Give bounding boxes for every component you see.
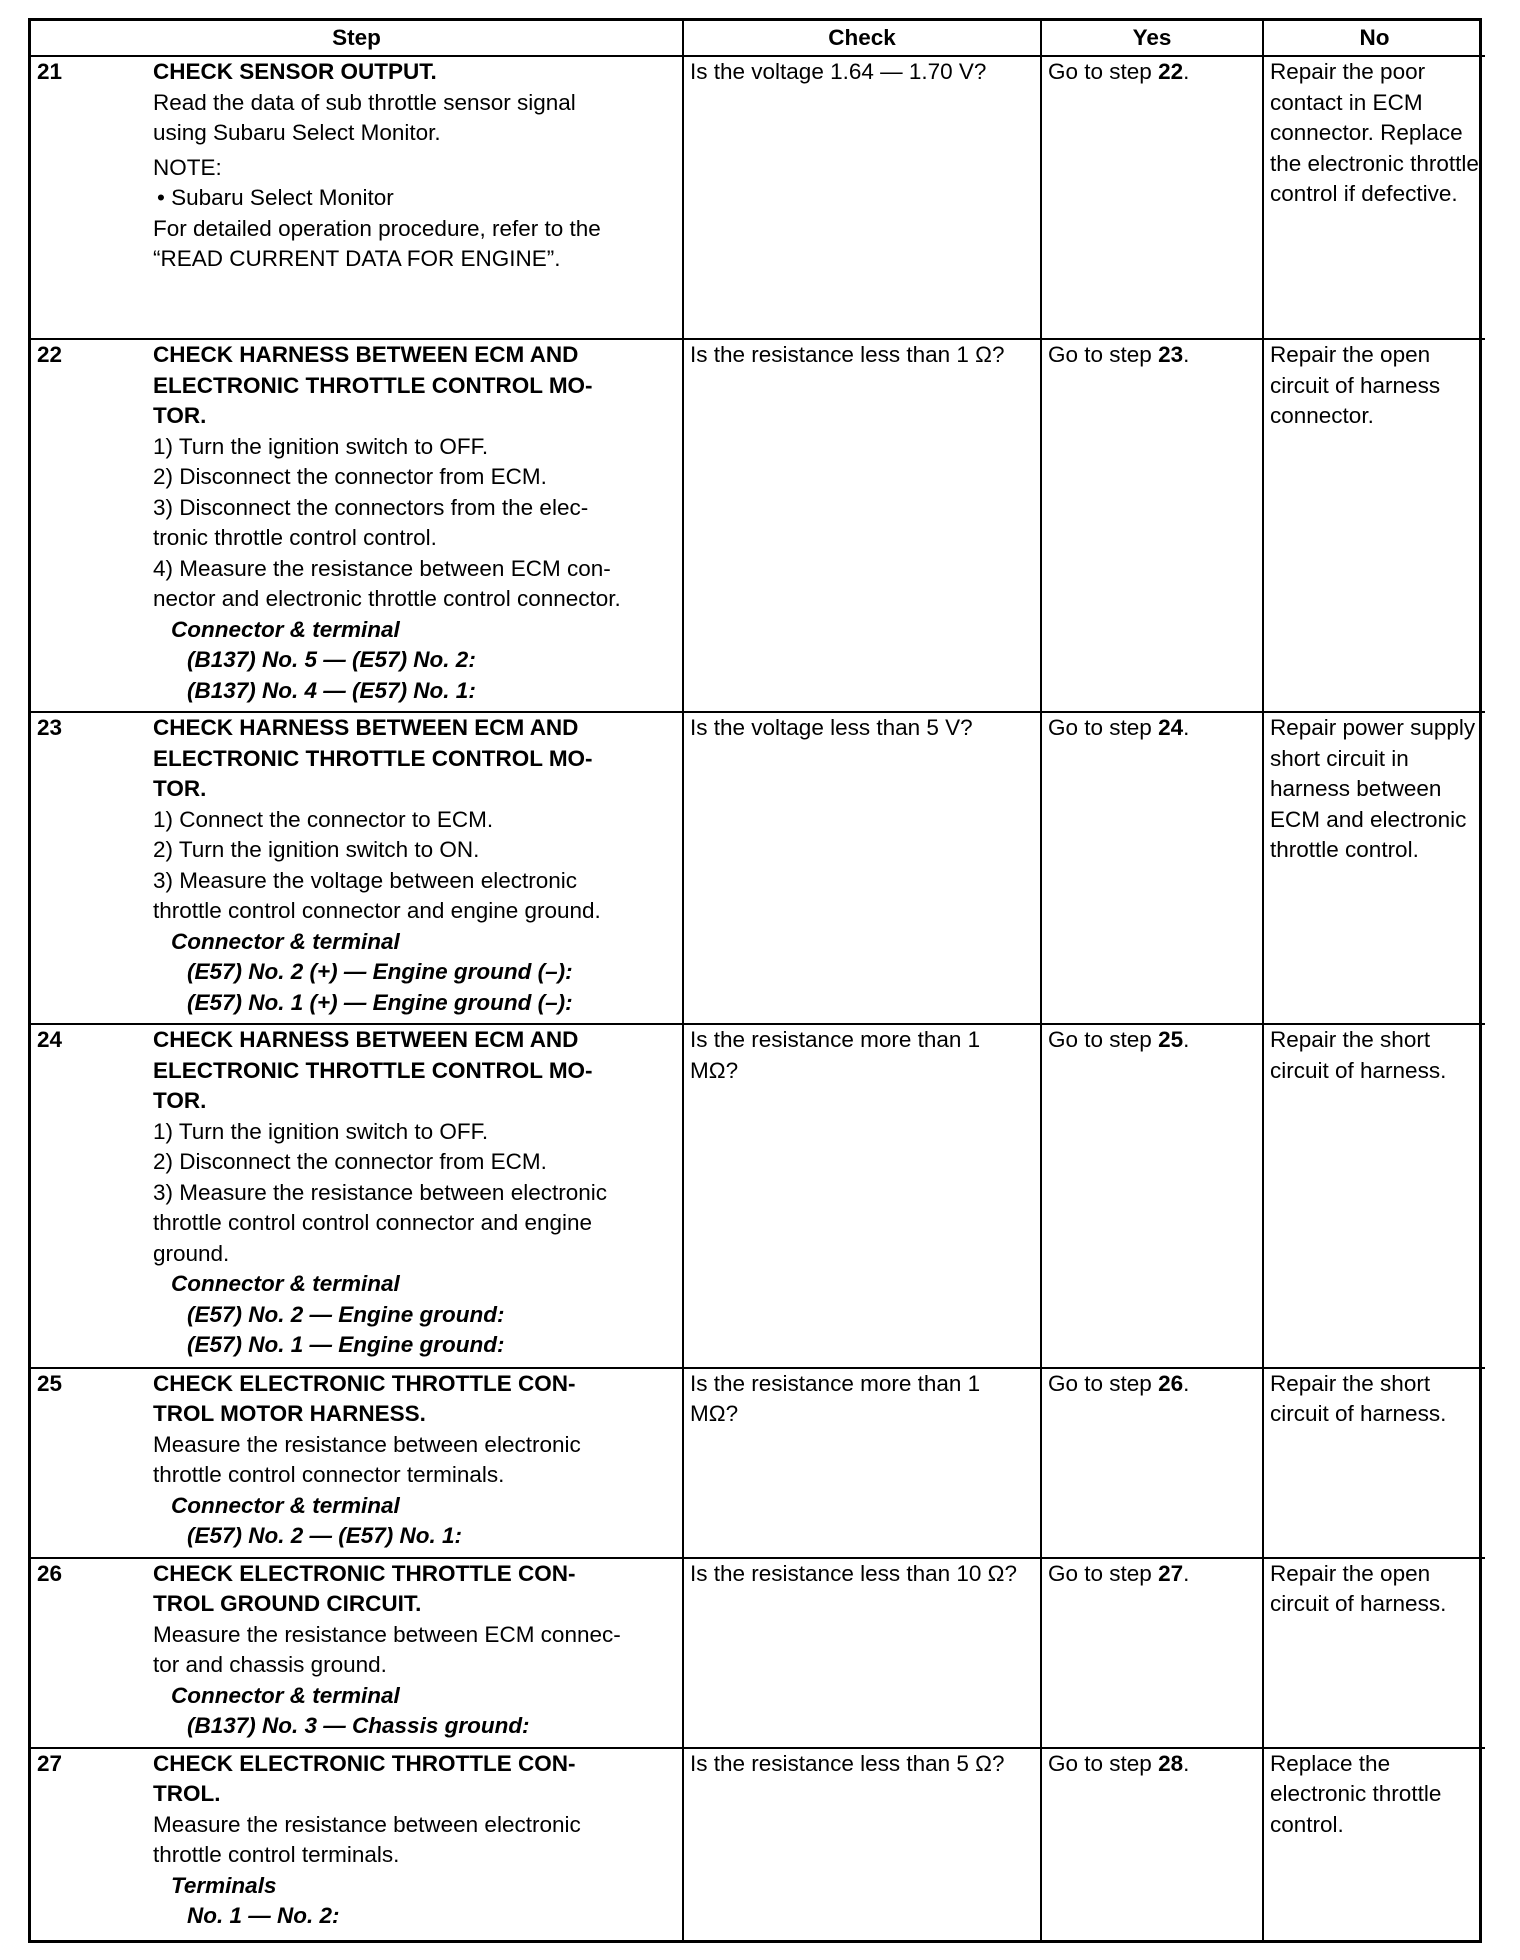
connector-terminal-label: Connector & terminal	[171, 928, 400, 954]
table-row	[31, 1368, 1485, 1558]
check-cell	[683, 56, 1041, 339]
step-instruction-line: throttle control connector and engine ground.	[153, 898, 601, 924]
step-title-line: ELECTRONIC THROTTLE CONTROL MO-	[153, 1057, 593, 1083]
check-cell	[683, 1368, 1041, 1558]
step-title-line: CHECK ELECTRONIC THROTTLE CON-	[153, 1560, 576, 1586]
yes-step-link[interactable]: 27	[1158, 1560, 1184, 1586]
yes-step-link[interactable]: 25	[1158, 1027, 1184, 1053]
step-description	[153, 1025, 676, 1361]
no-cell	[1263, 56, 1485, 339]
yes-step-link[interactable]: 28	[1158, 1750, 1184, 1776]
step-instruction-line: ground.	[153, 1240, 230, 1266]
no-cell	[1263, 1024, 1485, 1367]
step-title-line: CHECK ELECTRONIC THROTTLE CON-	[153, 1750, 576, 1776]
step-number: 21	[37, 59, 63, 84]
terminal-spec: (E57) No. 1 (+) — Engine ground (–):	[187, 989, 573, 1015]
step-instruction-line: 3) Measure the voltage between electronic	[153, 867, 577, 893]
step-instruction-line: tor and chassis ground.	[153, 1652, 387, 1678]
table-row	[31, 56, 1485, 339]
table-body	[31, 56, 1485, 1940]
check-cell	[683, 339, 1041, 712]
step-instruction-line: 1) Turn the ignition switch to OFF.	[153, 433, 489, 459]
step-number: 25	[37, 1370, 63, 1396]
step-instruction-line: “READ CURRENT DATA FOR ENGINE”.	[153, 246, 561, 271]
header-row	[31, 21, 1485, 56]
step-instruction-line: 3) Measure the resistance between electronic	[153, 1179, 607, 1205]
step-cell	[31, 339, 683, 712]
step-number: 27	[37, 1750, 63, 1776]
step-number: 26	[37, 1560, 63, 1586]
step-instruction-line: throttle control terminals.	[153, 1842, 400, 1868]
step-number: 24	[37, 1027, 63, 1053]
step-instruction-line: 2) Turn the ignition switch to ON.	[153, 837, 480, 863]
no-action-text: Repair the open circuit of harness.	[1270, 1560, 1447, 1617]
check-question: Is the voltage less than 5 V?	[690, 715, 973, 741]
step-instruction-line: tronic throttle control control.	[153, 525, 437, 551]
step-cell	[31, 56, 683, 339]
step-cell	[31, 1748, 683, 1940]
yes-action-text: Go to step	[1048, 1370, 1159, 1396]
step-instruction-line: 4) Measure the resistance between ECM con-	[153, 555, 611, 581]
terminal-spec: (B137) No. 4 — (E57) No. 1:	[187, 677, 476, 703]
no-cell	[1263, 1748, 1485, 1940]
yes-cell: Go to step 26.	[1041, 1368, 1263, 1558]
step-title-line: ELECTRONIC THROTTLE CONTROL MO-	[153, 745, 593, 771]
yes-action-text: Go to step	[1048, 59, 1159, 84]
terminal-spec: (B137) No. 3 — Chassis ground:	[187, 1713, 530, 1739]
step-title-line: CHECK HARNESS BETWEEN ECM AND	[153, 342, 579, 368]
check-question: Is the resistance more than 1 MΩ?	[690, 1370, 981, 1427]
check-cell	[683, 1024, 1041, 1367]
step-instruction-line: throttle control control connector and engine	[153, 1210, 593, 1236]
no-cell	[1263, 1558, 1485, 1748]
diagnostic-table	[31, 21, 1485, 1940]
table-row	[31, 1748, 1485, 1940]
diagnostic-table-frame	[28, 18, 1482, 1943]
step-description	[153, 713, 676, 1018]
yes-action-text: Go to step	[1048, 342, 1159, 368]
step-description	[153, 1369, 676, 1552]
yes-cell: Go to step 28.	[1041, 1748, 1263, 1940]
column-header-yes: Yes	[1041, 21, 1263, 56]
connector-terminal-label: Connector & terminal	[171, 1271, 400, 1297]
no-action-text: Replace the electronic throttle control.	[1270, 1750, 1442, 1837]
no-action-text: Repair the poor contact in ECM connector. Replace the electronic throttle control if defective.	[1270, 59, 1479, 206]
yes-cell: Go to step 23.	[1041, 339, 1263, 712]
yes-cell: Go to step 24.	[1041, 712, 1263, 1024]
step-instruction-line: 2) Disconnect the connector from ECM.	[153, 464, 547, 490]
step-instruction-line: Measure the resistance between electronic	[153, 1431, 581, 1457]
yes-cell: Go to step 27.	[1041, 1558, 1263, 1748]
yes-action-text: Go to step	[1048, 1560, 1159, 1586]
terminal-spec: (E57) No. 2 — Engine ground:	[187, 1301, 505, 1327]
column-header-no: No	[1263, 21, 1485, 56]
check-question: Is the resistance less than 5 Ω?	[690, 1750, 1005, 1776]
step-title-line: CHECK HARNESS BETWEEN ECM AND	[153, 715, 579, 741]
step-instruction-line: Measure the resistance between electronic	[153, 1811, 581, 1837]
table-row	[31, 339, 1485, 712]
step-description	[153, 340, 676, 706]
step-cell	[31, 1024, 683, 1367]
step-title-line: TROL GROUND CIRCUIT.	[153, 1591, 422, 1617]
no-cell	[1263, 339, 1485, 712]
yes-step-link[interactable]: 22	[1158, 59, 1184, 84]
yes-cell: Go to step 22.	[1041, 56, 1263, 339]
step-instruction-line: Read the data of sub throttle sensor signal	[153, 89, 576, 115]
check-question: Is the resistance more than 1 MΩ?	[690, 1027, 981, 1083]
no-action-text: Repair power supply short circuit in harness between ECM and electronic throttle control.	[1270, 715, 1476, 863]
yes-action-text: Go to step	[1048, 715, 1159, 741]
step-instruction-line: 1) Turn the ignition switch to OFF.	[153, 1118, 489, 1144]
step-title-line: TOR.	[153, 1088, 207, 1114]
step-instruction-line: 2) Disconnect the connector from ECM.	[153, 1149, 547, 1175]
no-action-text: Repair the short circuit of harness.	[1270, 1370, 1447, 1427]
step-title-line: TOR.	[153, 776, 207, 802]
step-description	[153, 1749, 676, 1932]
step-instruction-line: 3) Disconnect the connectors from the elec-	[153, 494, 589, 520]
step-title-line: CHECK SENSOR OUTPUT.	[153, 59, 437, 84]
yes-action-text: Go to step	[1048, 1027, 1159, 1053]
terminal-spec: (E57) No. 2 (+) — Engine ground (–):	[187, 959, 573, 985]
check-cell	[683, 712, 1041, 1024]
step-instruction-line: throttle control connector terminals.	[153, 1462, 505, 1488]
step-title-line: TROL MOTOR HARNESS.	[153, 1401, 426, 1427]
step-instruction-line: nector and electronic throttle control connector.	[153, 586, 621, 612]
yes-cell: Go to step 25.	[1041, 1024, 1263, 1367]
check-cell	[683, 1558, 1041, 1748]
yes-step-link[interactable]: 23	[1158, 342, 1184, 368]
step-description	[153, 1559, 676, 1742]
step-number: 22	[37, 342, 63, 368]
yes-step-link[interactable]: 26	[1158, 1370, 1184, 1396]
no-cell	[1263, 1368, 1485, 1558]
connector-terminal-label: Connector & terminal	[171, 1682, 400, 1708]
step-title-line: ELECTRONIC THROTTLE CONTROL MO-	[153, 372, 593, 398]
no-action-text: Repair the short circuit of harness.	[1270, 1027, 1447, 1083]
column-header-step: Step	[31, 21, 683, 56]
check-question: Is the voltage 1.64 — 1.70 V?	[690, 59, 987, 84]
step-title-line: TOR.	[153, 403, 207, 429]
step-instruction-line: using Subaru Select Monitor.	[153, 120, 441, 145]
connector-terminal-label: Connector & terminal	[171, 616, 400, 642]
check-cell	[683, 1748, 1041, 1940]
table-row	[31, 1024, 1485, 1367]
no-cell	[1263, 712, 1485, 1024]
step-instruction-line: For detailed operation procedure, refer to the	[153, 215, 601, 241]
step-title-line: TROL.	[153, 1781, 221, 1807]
terminal-spec: (B137) No. 5 — (E57) No. 2:	[187, 647, 476, 673]
terminal-spec: (E57) No. 1 — Engine ground:	[187, 1332, 505, 1358]
step-title-line: CHECK HARNESS BETWEEN ECM AND	[153, 1027, 579, 1053]
connector-terminal-label: Connector & terminal	[171, 1492, 400, 1518]
step-cell	[31, 712, 683, 1024]
terminal-spec: No. 1 — No. 2:	[187, 1903, 340, 1929]
note-bullet: • Subaru Select Monitor	[157, 185, 394, 210]
no-action-text: Repair the open circuit of harness connector.	[1270, 342, 1441, 429]
step-number: 23	[37, 715, 63, 741]
connector-terminal-label: Terminals	[171, 1872, 277, 1898]
step-cell	[31, 1558, 683, 1748]
step-description	[153, 57, 676, 275]
yes-step-link[interactable]: 24	[1158, 715, 1184, 741]
terminal-spec: (E57) No. 2 — (E57) No. 1:	[187, 1523, 463, 1549]
table-row	[31, 1558, 1485, 1748]
step-instruction-line: Measure the resistance between ECM connec-	[153, 1621, 621, 1647]
check-question: Is the resistance less than 1 Ω?	[690, 342, 1005, 368]
yes-action-text: Go to step	[1048, 1750, 1159, 1776]
check-question: Is the resistance less than 10 Ω?	[690, 1560, 1017, 1586]
column-header-check: Check	[683, 21, 1041, 56]
step-cell	[31, 1368, 683, 1558]
step-title-line: CHECK ELECTRONIC THROTTLE CON-	[153, 1370, 576, 1396]
step-instruction-line: 1) Connect the connector to ECM.	[153, 806, 494, 832]
table-row	[31, 712, 1485, 1024]
note-label: NOTE:	[153, 154, 222, 180]
